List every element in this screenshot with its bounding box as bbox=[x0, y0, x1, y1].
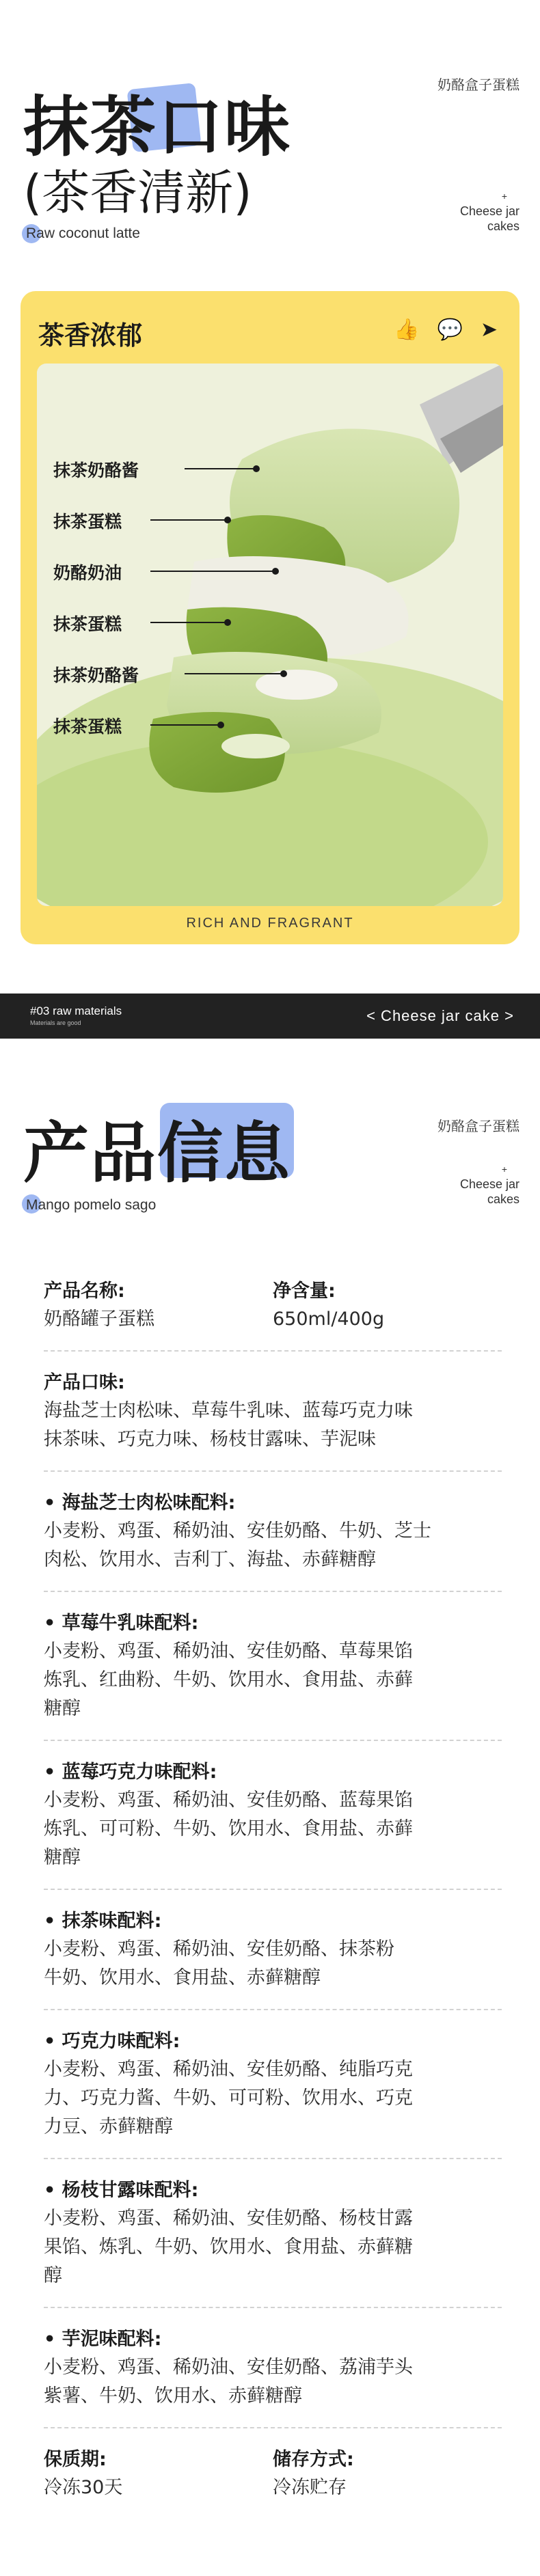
cheese-jar-note: + Cheese jar cakes bbox=[459, 191, 519, 233]
card-actions bbox=[394, 318, 498, 342]
flavor-card bbox=[21, 291, 519, 944]
ingredient-label: • 海盐芝士肉松味配料: bbox=[44, 1492, 236, 1513]
ingredient-label: • 蓝莓巧克力味配料: bbox=[44, 1762, 217, 1783]
section-divider-bar bbox=[0, 994, 540, 1039]
leader-dot bbox=[272, 568, 279, 575]
flavor-label: 产品口味: bbox=[44, 1372, 125, 1393]
brand-tag: 奶酪盒子蛋糕 bbox=[437, 1118, 519, 1134]
product-info-title: 产品信息 bbox=[23, 1115, 291, 1192]
cheese-jar-note: + Cheese jar cakes bbox=[459, 1164, 519, 1206]
layer-label: 抹茶蛋糕 bbox=[53, 717, 122, 737]
ingredient-line: 小麦粉、鸡蛋、稀奶油、安佳奶酪、荔浦芋头 bbox=[44, 2357, 413, 2378]
ingredient-line: 炼乳、可可粉、牛奶、饮用水、食用盐、赤藓 bbox=[44, 1818, 413, 1839]
ingredient-block bbox=[44, 1759, 502, 1872]
leader-line bbox=[150, 622, 226, 623]
shelf-life-value: 冷冻30天 bbox=[44, 2477, 123, 2498]
ingredient-block bbox=[44, 2326, 502, 2411]
leader-dot bbox=[224, 619, 231, 626]
chat-bubble-icon[interactable]: 💬 bbox=[437, 318, 463, 342]
leader-dot bbox=[224, 517, 231, 523]
layer-label: 抹茶奶酪酱 bbox=[53, 666, 139, 685]
ingredient-line: 力、巧克力酱、牛奶、可可粉、饮用水、巧克 bbox=[44, 2087, 413, 2109]
leader-line bbox=[150, 519, 226, 521]
dashed-divider bbox=[44, 1591, 502, 1592]
net-content-label: 净含量: bbox=[273, 1280, 336, 1302]
product-name-value: 奶酪罐子蛋糕 bbox=[44, 1308, 154, 1330]
ingredient-block bbox=[44, 2177, 502, 2290]
product-name-label: 产品名称: bbox=[44, 1280, 125, 1302]
flavor-subtitle: (茶香清新) bbox=[23, 165, 252, 221]
ingredient-line: 小麦粉、鸡蛋、稀奶油、安佳奶酪、纯脂巧克 bbox=[44, 2059, 413, 2080]
leader-line bbox=[150, 571, 273, 572]
dashed-divider bbox=[44, 1740, 502, 1741]
ingredient-line: 糖醇 bbox=[44, 1698, 81, 1719]
dashed-divider bbox=[44, 2427, 502, 2428]
name-net-row bbox=[44, 1278, 502, 1334]
layer-label: 奶酪奶油 bbox=[53, 563, 122, 583]
layer-label: 抹茶奶酪酱 bbox=[53, 461, 139, 480]
flavor-section bbox=[0, 0, 540, 984]
leader-dot bbox=[217, 722, 224, 728]
ingredient-block bbox=[44, 1610, 502, 1723]
ingredient-line: 小麦粉、鸡蛋、稀奶油、安佳奶酪、牛奶、芝士 bbox=[44, 1520, 431, 1542]
ingredient-label: • 芋泥味配料: bbox=[44, 2329, 162, 2350]
ingredient-label: • 杨枝甘露味配料: bbox=[44, 2180, 199, 2201]
ingredient-block bbox=[44, 1908, 502, 1992]
send-icon[interactable]: ➤ bbox=[480, 318, 498, 342]
dashed-divider bbox=[44, 1350, 502, 1352]
divider-title: #03 raw materials bbox=[30, 1004, 122, 1017]
ingredient-block bbox=[44, 2028, 502, 2141]
layer-label: 抹茶蛋糕 bbox=[53, 512, 122, 532]
ingredient-label: • 巧克力味配料: bbox=[44, 2031, 180, 2052]
product-info-list bbox=[44, 1278, 502, 2502]
ingredient-label: • 草莓牛乳味配料: bbox=[44, 1613, 199, 1634]
flavor-block bbox=[44, 1369, 502, 1454]
ingredient-line: 小麦粉、鸡蛋、稀奶油、安佳奶酪、蓝莓果馅 bbox=[44, 1790, 413, 1811]
layer-label: 抹茶蛋糕 bbox=[53, 614, 122, 634]
divider-nav-label[interactable]: < Cheese jar cake > bbox=[366, 1007, 514, 1024]
dashed-divider bbox=[44, 2307, 502, 2308]
ingredient-line: 糖醇 bbox=[44, 1847, 81, 1868]
flavor-line: 海盐芝士肉松味、草莓牛乳味、蓝莓巧克力味 bbox=[44, 1400, 413, 1421]
ingredient-line: 小麦粉、鸡蛋、稀奶油、安佳奶酪、草莓果馅 bbox=[44, 1641, 413, 1662]
ingredient-line: 炼乳、红曲粉、牛奶、饮用水、食用盐、赤藓 bbox=[44, 1669, 413, 1690]
dashed-divider bbox=[44, 1889, 502, 1890]
ingredient-line: 醇 bbox=[44, 2265, 62, 2286]
ingredient-line: 小麦粉、鸡蛋、稀奶油、安佳奶酪、抹茶粉 bbox=[44, 1938, 394, 1960]
net-content-value: 650ml/400g bbox=[273, 1308, 385, 1330]
leader-dot bbox=[253, 465, 260, 472]
storage-label: 储存方式: bbox=[273, 2449, 354, 2470]
dashed-divider bbox=[44, 1470, 502, 1472]
shelf-storage-row bbox=[44, 2446, 502, 2502]
storage-value: 冷冻贮存 bbox=[273, 2477, 347, 2498]
ingredient-line: 果馅、炼乳、牛奶、饮用水、食用盐、赤藓糖 bbox=[44, 2236, 413, 2258]
ingredient-line: 紫薯、牛奶、饮用水、赤藓糖醇 bbox=[44, 2385, 302, 2407]
product-info-english-subtitle: Mango pomelo sago bbox=[26, 1197, 157, 1213]
card-footer-caption: RICH AND FRAGRANT bbox=[186, 916, 354, 931]
ingredient-block bbox=[44, 1490, 502, 1574]
flavor-english-subtitle: Raw coconut latte bbox=[26, 225, 140, 241]
divider-subtitle: Materials are good bbox=[30, 1019, 81, 1026]
leader-line bbox=[150, 724, 219, 726]
dashed-divider bbox=[44, 2158, 502, 2159]
ingredient-line: 牛奶、饮用水、食用盐、赤藓糖醇 bbox=[44, 1967, 321, 1988]
dashed-divider bbox=[44, 2009, 502, 2010]
card-heading: 茶香浓郁 bbox=[38, 320, 143, 351]
leader-dot bbox=[280, 670, 287, 677]
brand-tag: 奶酪盒子蛋糕 bbox=[437, 77, 519, 93]
ingredient-line: 力豆、赤藓糖醇 bbox=[44, 2116, 173, 2137]
leader-line bbox=[185, 673, 282, 674]
flavor-line: 抹茶味、巧克力味、杨枝甘露味、芋泥味 bbox=[44, 1429, 376, 1450]
flavor-title: 抹茶口味 bbox=[23, 89, 291, 165]
thumbs-up-icon[interactable]: 👍 bbox=[394, 318, 420, 342]
ingredient-label: • 抹茶味配料: bbox=[44, 1910, 162, 1932]
leader-line bbox=[185, 468, 256, 469]
ingredient-line: 肉松、饮用水、吉利丁、海盐、赤藓糖醇 bbox=[44, 1549, 376, 1570]
ingredient-line: 小麦粉、鸡蛋、稀奶油、安佳奶酪、杨枝甘露 bbox=[44, 2208, 413, 2229]
shelf-life-label: 保质期: bbox=[44, 2449, 107, 2470]
